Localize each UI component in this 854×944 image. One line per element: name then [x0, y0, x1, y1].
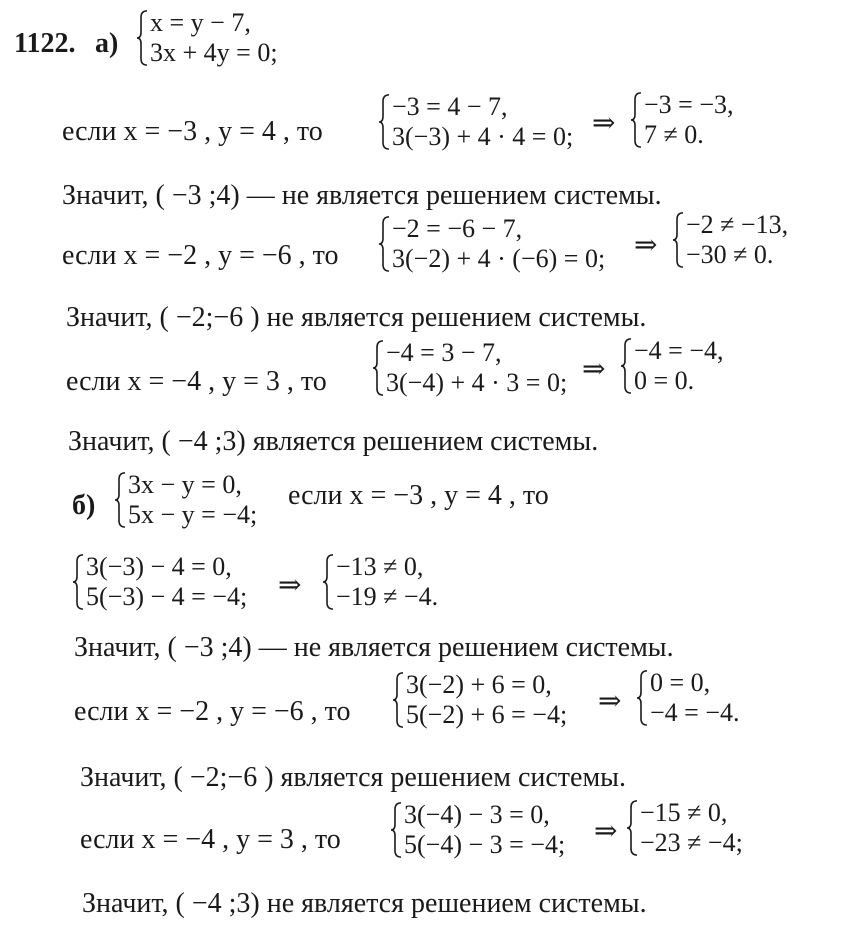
condition: если x = −2 , y = −6 , то: [62, 240, 339, 271]
condition: если x = −3 , y = 4 , то: [62, 116, 323, 147]
substitution-system: [390, 800, 565, 860]
equation: 5(−3) − 4 = −4;: [86, 582, 248, 611]
equation: −30 ≠ 0.: [686, 240, 774, 269]
equation: −2 = −6 − 7,: [392, 214, 523, 243]
equation: 3(−2) + 4 · (−6) = 0;: [392, 244, 606, 273]
substitution-system: [372, 338, 567, 398]
brace: [630, 92, 642, 148]
implies-arrow: ⇒: [594, 816, 618, 847]
result-system: [322, 552, 438, 612]
part-b-label: б): [72, 490, 96, 521]
equation: −3 = 4 − 7,: [392, 92, 508, 121]
result-system: [672, 210, 788, 270]
condition: если x = −4 , y = 3 , то: [66, 366, 327, 397]
conclusion: Значит, ( −2;−6 ) не является решением системы.: [66, 302, 647, 333]
brace: [322, 554, 334, 610]
equation: 3(−4) − 3 = 0,: [404, 800, 550, 829]
equation: 3(−3) + 4 · 4 = 0;: [392, 122, 574, 151]
equation: 3(−4) + 4 · 3 = 0;: [386, 368, 568, 397]
system-a-eq1: x = y − 7,: [150, 8, 251, 37]
part-a-label: а): [95, 28, 119, 59]
equation: 7 ≠ 0.: [644, 120, 704, 149]
system-a: [136, 8, 278, 68]
brace: [372, 340, 384, 396]
system-b: [114, 470, 257, 530]
substitution-system: [72, 552, 247, 612]
problem-number: 1122.: [14, 28, 76, 59]
equation: 5(−4) − 3 = −4;: [404, 830, 566, 859]
implies-arrow: ⇒: [598, 686, 622, 717]
equation: −4 = 3 − 7,: [386, 338, 502, 367]
result-system: [626, 798, 743, 858]
system-b-eq2: 5x − y = −4;: [128, 500, 258, 529]
equation: 0 = 0,: [650, 668, 711, 697]
result-system: [630, 90, 734, 150]
equation: −19 ≠ −4.: [336, 582, 439, 611]
implies-arrow: ⇒: [634, 230, 658, 261]
result-system: [636, 668, 740, 728]
equation: −13 ≠ 0,: [336, 552, 424, 581]
substitution-system: [378, 214, 605, 274]
brace: [672, 212, 684, 268]
implies-arrow: ⇒: [582, 354, 606, 385]
brace: [626, 800, 638, 856]
conclusion: Значит, ( −4 ;3) является решением системы.: [68, 426, 599, 457]
equation: −15 ≠ 0,: [640, 798, 728, 827]
condition: если x = −2 , y = −6 , то: [74, 696, 351, 727]
equation: 5(−2) + 6 = −4;: [406, 700, 568, 729]
substitution-system: [392, 670, 567, 730]
brace: [636, 670, 648, 726]
equation: −4 = −4.: [650, 698, 740, 727]
brace: [390, 802, 402, 858]
brace: [114, 472, 126, 528]
conclusion: Значит, ( −4 ;3) не является решением системы.: [82, 888, 647, 919]
brace: [392, 672, 404, 728]
conclusion: Значит, ( −2;−6 ) является решением системы.: [80, 762, 626, 793]
system-b-eq1: 3x − y = 0,: [128, 470, 242, 499]
brace: [136, 10, 148, 66]
system-a-eq2: 3x + 4y = 0;: [150, 38, 278, 67]
conclusion: Значит, ( −3 ;4) — не является решением системы.: [62, 180, 662, 211]
equation: 3(−3) − 4 = 0,: [86, 552, 232, 581]
brace: [378, 216, 390, 272]
equation: −2 ≠ −13,: [686, 210, 789, 239]
equation: −23 ≠ −4;: [640, 828, 743, 857]
implies-arrow: ⇒: [278, 570, 302, 601]
condition: если x = −4 , y = 3 , то: [80, 824, 341, 855]
brace: [620, 338, 632, 394]
brace: [378, 94, 390, 150]
equation: −3 = −3,: [644, 90, 734, 119]
condition: если x = −3 , y = 4 , то: [288, 480, 549, 511]
implies-arrow: ⇒: [592, 108, 616, 139]
substitution-system: [378, 92, 573, 152]
equation: −4 = −4,: [634, 336, 724, 365]
conclusion: Значит, ( −3 ;4) — не является решением системы.: [74, 632, 674, 663]
equation: 3(−2) + 6 = 0,: [406, 670, 552, 699]
brace: [72, 554, 84, 610]
equation: 0 = 0.: [634, 366, 695, 395]
result-system: [620, 336, 724, 396]
